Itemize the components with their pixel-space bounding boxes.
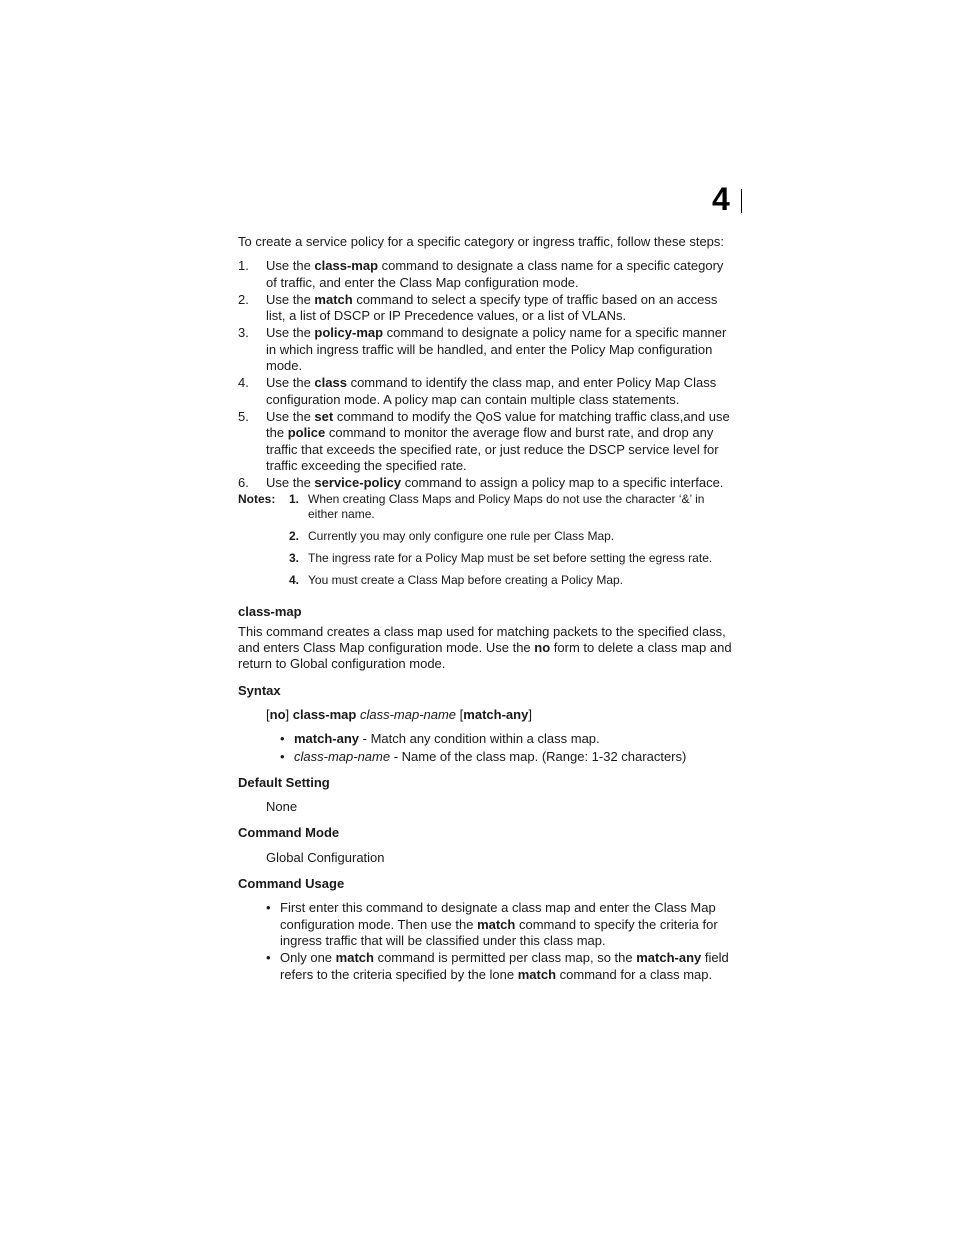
page-content: [238, 234, 733, 984]
syntax-line: [no] class-map class-map-name [match-any]: [266, 706, 532, 722]
notes-label: Notes:: [238, 492, 276, 507]
step-item: 6. Use the service-policy command to assign a policy map to a specific interface.: [238, 475, 724, 491]
intro-paragraph: To create a service policy for a specific category or ingress traffic, follow these steps:: [238, 234, 725, 249]
list-item: • class-map-name - Name of the class map. (Range: 1-32 characters): [280, 749, 733, 765]
default-setting-value: None: [266, 799, 298, 815]
step-item: 4. Use the class command to identify the class map, and enter Policy Map Class configuration mode. A policy map can contain multiple class statements.: [238, 375, 717, 407]
step-item: 3. Use the policy-map command to designate a policy name for a specific manner in which ingress traffic will be handled, and enter the Policy Map configuration mode.: [238, 325, 727, 374]
command-mode-value: Global Configuration: [266, 849, 385, 865]
note-item: 3. The ingress rate for a Policy Map must be set before setting the egress rate.: [289, 551, 713, 566]
step-item: 1. Use the class-map command to designate a class name for a specific category of traffic, and enter the Class Map configuration mode.: [238, 258, 724, 290]
default-setting-heading: Default Setting: [238, 774, 330, 790]
chapter-divider: [741, 189, 742, 213]
command-usage-heading: Command Usage: [238, 876, 345, 892]
syntax-heading: Syntax: [238, 682, 281, 698]
command-mode-heading: Command Mode: [238, 825, 340, 841]
steps-list: [238, 258, 733, 491]
command-title: class-map: [238, 604, 302, 620]
note-item: 2. Currently you may only configure one rule per Class Map.: [289, 529, 615, 544]
step-item: 2. Use the match command to select a specify type of traffic based on an access list, a list of DSCP or IP Precedence values, or a list of VLANs.: [238, 291, 718, 324]
note-item: 4. You must create a Class Map before creating a Policy Map.: [289, 573, 624, 588]
note-item: 1. When creating Class Maps and Policy Maps do not use the character ‘&’ in either name.: [289, 492, 705, 522]
list-item: • Only one match command is permitted per class map, so the match-any field refers to the criteria specified by the lone match command for a class map.: [266, 950, 733, 983]
list-item: • match-any - Match any condition within a class map.: [280, 731, 733, 747]
list-item: • First enter this command to designate a class map and enter the Class Map configuration mode. Then use the match command to specify the criteria for ingress traffic that will be classified under this class map.: [266, 900, 733, 949]
chapter-number: 4: [712, 181, 730, 217]
notes-block: [238, 492, 733, 588]
syntax-params-list: [238, 731, 733, 765]
command-description: This command creates a class map used for matching packets to the specified class, and enters Class Map configuration mode. Use the no form to delete a class map and return to Global configuration mode.: [238, 623, 732, 672]
step-item: 5. Use the set command to modify the QoS value for matching traffic class,and use the police command to monitor the average flow and burst rate, and drop any traffic that exceeds the specified rate, or just reduce the DSCP service level for traffic exceeding the specified rate.: [238, 408, 730, 473]
command-usage-list: [238, 900, 733, 982]
